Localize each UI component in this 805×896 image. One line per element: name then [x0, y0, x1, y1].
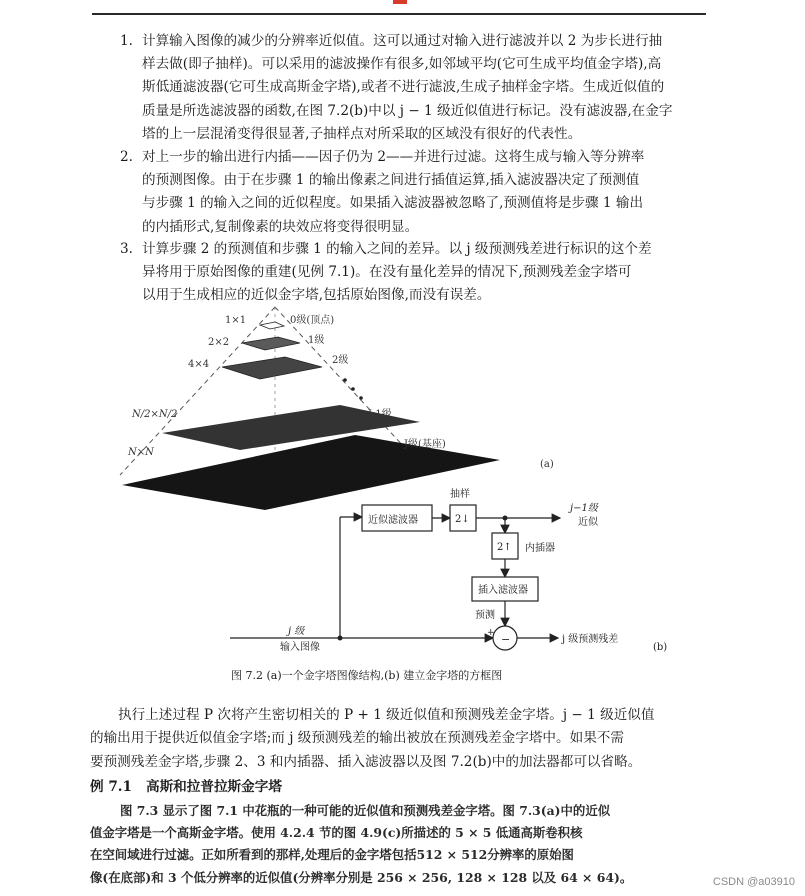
input-label: 输入图像	[280, 642, 320, 653]
interpolator-label: 内插器	[525, 543, 555, 554]
size-label: N×N	[128, 447, 154, 458]
text-line: 样去做(即子抽样)。可以采用的滤波操作有很多,如邻域平均(它可生成平均值金字塔),高	[142, 56, 662, 73]
size-label: 1×1	[225, 315, 247, 326]
step-number: 2.	[120, 149, 133, 165]
step-text	[142, 146, 732, 239]
level-0-plane	[260, 322, 284, 329]
level-label: 2级	[332, 355, 349, 366]
downsample-label: 2↓	[455, 514, 470, 525]
text-line: 对上一步的输出进行内插——因子仍为 2——并进行过滤。这将生成与输入等分辨率	[142, 149, 645, 165]
text-line: 执行上述过程 P 次将产生密切相关的 P + 1 级近似值和预测残差金字塔。j − 1 级近似值	[118, 707, 655, 723]
text-line: 图 7.3 显示了图 7.1 中花瓶的一种可能的近似值和预测残差金字塔。图 7.3(a)中的近似	[120, 803, 611, 818]
size-label: 4×4	[188, 359, 210, 370]
upsample-label: 2↑	[497, 542, 512, 553]
step-number: 3.	[120, 241, 133, 257]
example-heading	[90, 777, 282, 797]
input-label: j 级	[288, 626, 305, 637]
panel-label-b: (b)	[653, 642, 668, 653]
header-rule	[92, 13, 706, 15]
level-label: J-1级	[368, 409, 392, 420]
approx-output-label: 近似	[578, 517, 598, 528]
text-line: 像(在底部)和 3 个低分辨率的近似值(分辨率分别是 256 × 256, 128 × 128 以及 64 × 64)。	[90, 869, 633, 885]
text-line: 值金字塔是一个高斯金字塔。使用 4.2.4 节的图 4.9(c)所描述的 5 × 5 低通高斯卷积核	[90, 825, 583, 841]
top-accent-mark	[393, 0, 407, 4]
example-body	[90, 800, 712, 889]
example-label: 例 7.1	[90, 779, 132, 795]
approx-output-label: j−1级	[570, 503, 598, 514]
adder-plus: +	[487, 628, 495, 638]
step-text	[142, 30, 732, 146]
level-2-plane	[222, 357, 322, 379]
interp-filter-label: 插入滤波器	[478, 585, 528, 596]
text-line: 的内插形式,复制像素的块效应将变得很明显。	[142, 218, 419, 235]
pyramid-diagram	[120, 307, 554, 510]
block-diagram	[230, 487, 667, 653]
watermark: CSDN @a03910	[712, 876, 795, 888]
text-line: 与步骤 1 的输入之间的近似程度。如果插入滤波器被忽略了,预测值将是步骤 1 输出	[142, 195, 644, 212]
text-line: 在空间域进行过滤。正如所看到的那样,处理后的金字塔包括512 × 512分辨率的原始图	[90, 847, 574, 863]
text-line: 塔的上一层混淆变得很显著,子抽样点对所采取的区域没有很好的代表性。	[142, 125, 582, 142]
level-label: 1级	[308, 335, 325, 346]
example-title: 高斯和拉普拉斯金字塔	[145, 779, 282, 795]
text-line: 计算输入图像的减少的分辨率近似值。这可以通过对输入进行滤波并以 2 为步长进行抽	[142, 33, 663, 49]
text-line: 的输出用于提供近似值金字塔;而 j 级预测残差的输出被放在预测残差金字塔中。如果不需	[90, 730, 624, 747]
body-paragraph	[90, 704, 712, 774]
approx-filter-label: 近似滤波器	[368, 515, 418, 526]
figure-7-2	[100, 305, 700, 690]
step-text	[142, 238, 732, 308]
level-label: J级(基座)	[404, 439, 446, 450]
ellipsis-dot	[359, 396, 363, 400]
ellipsis-dot	[343, 378, 347, 382]
text-line: 以用于生成相应的近似金字塔,包括原始图像,而没有误差。	[142, 287, 491, 304]
level-1-plane	[242, 337, 300, 350]
level-label: 0级(顶点)	[290, 315, 335, 326]
ellipsis-dot	[351, 387, 355, 391]
prediction-label: 预测	[475, 610, 495, 621]
size-label: 2×2	[208, 337, 230, 348]
adder-minus: −	[501, 633, 511, 646]
text-line: 异将用于原始图像的重建(见例 7.1)。在没有量化差异的情况下,预测残差金字塔可	[142, 264, 632, 281]
residual-label: j 级预测残差	[562, 634, 619, 645]
text-line: 的预测图像。由于在步骤 1 的输出像素之间进行插值运算,插入滤波器决定了预测值	[142, 172, 640, 189]
panel-label-a: (a)	[540, 459, 554, 470]
text-line: 斯低通滤波器(它可生成高斯金字塔),或者不进行滤波,生成子抽样金字塔。生成近似值的	[142, 79, 665, 96]
step-number: 1.	[120, 33, 133, 49]
figure-caption: 图 7.2 (a)一个金字塔图像结构,(b) 建立金字塔的方框图	[231, 669, 503, 682]
size-label: N/2×N/2	[132, 409, 178, 420]
text-line: 计算步骤 2 的预测值和步骤 1 的输入之间的差异。以 j 级预测残差进行标识的这个差	[142, 241, 652, 257]
text-line: 要预测残差金字塔,步骤 2、3 和内插器、插入滤波器以及图 7.2(b)中的加法器都可以省略。	[90, 753, 642, 770]
subsample-label: 抽样	[450, 489, 470, 500]
text-line: 质量是所选滤波器的函数,在图 7.2(b)中以 j − 1 级近似值进行标记。没有滤波器,在金字	[142, 102, 673, 119]
